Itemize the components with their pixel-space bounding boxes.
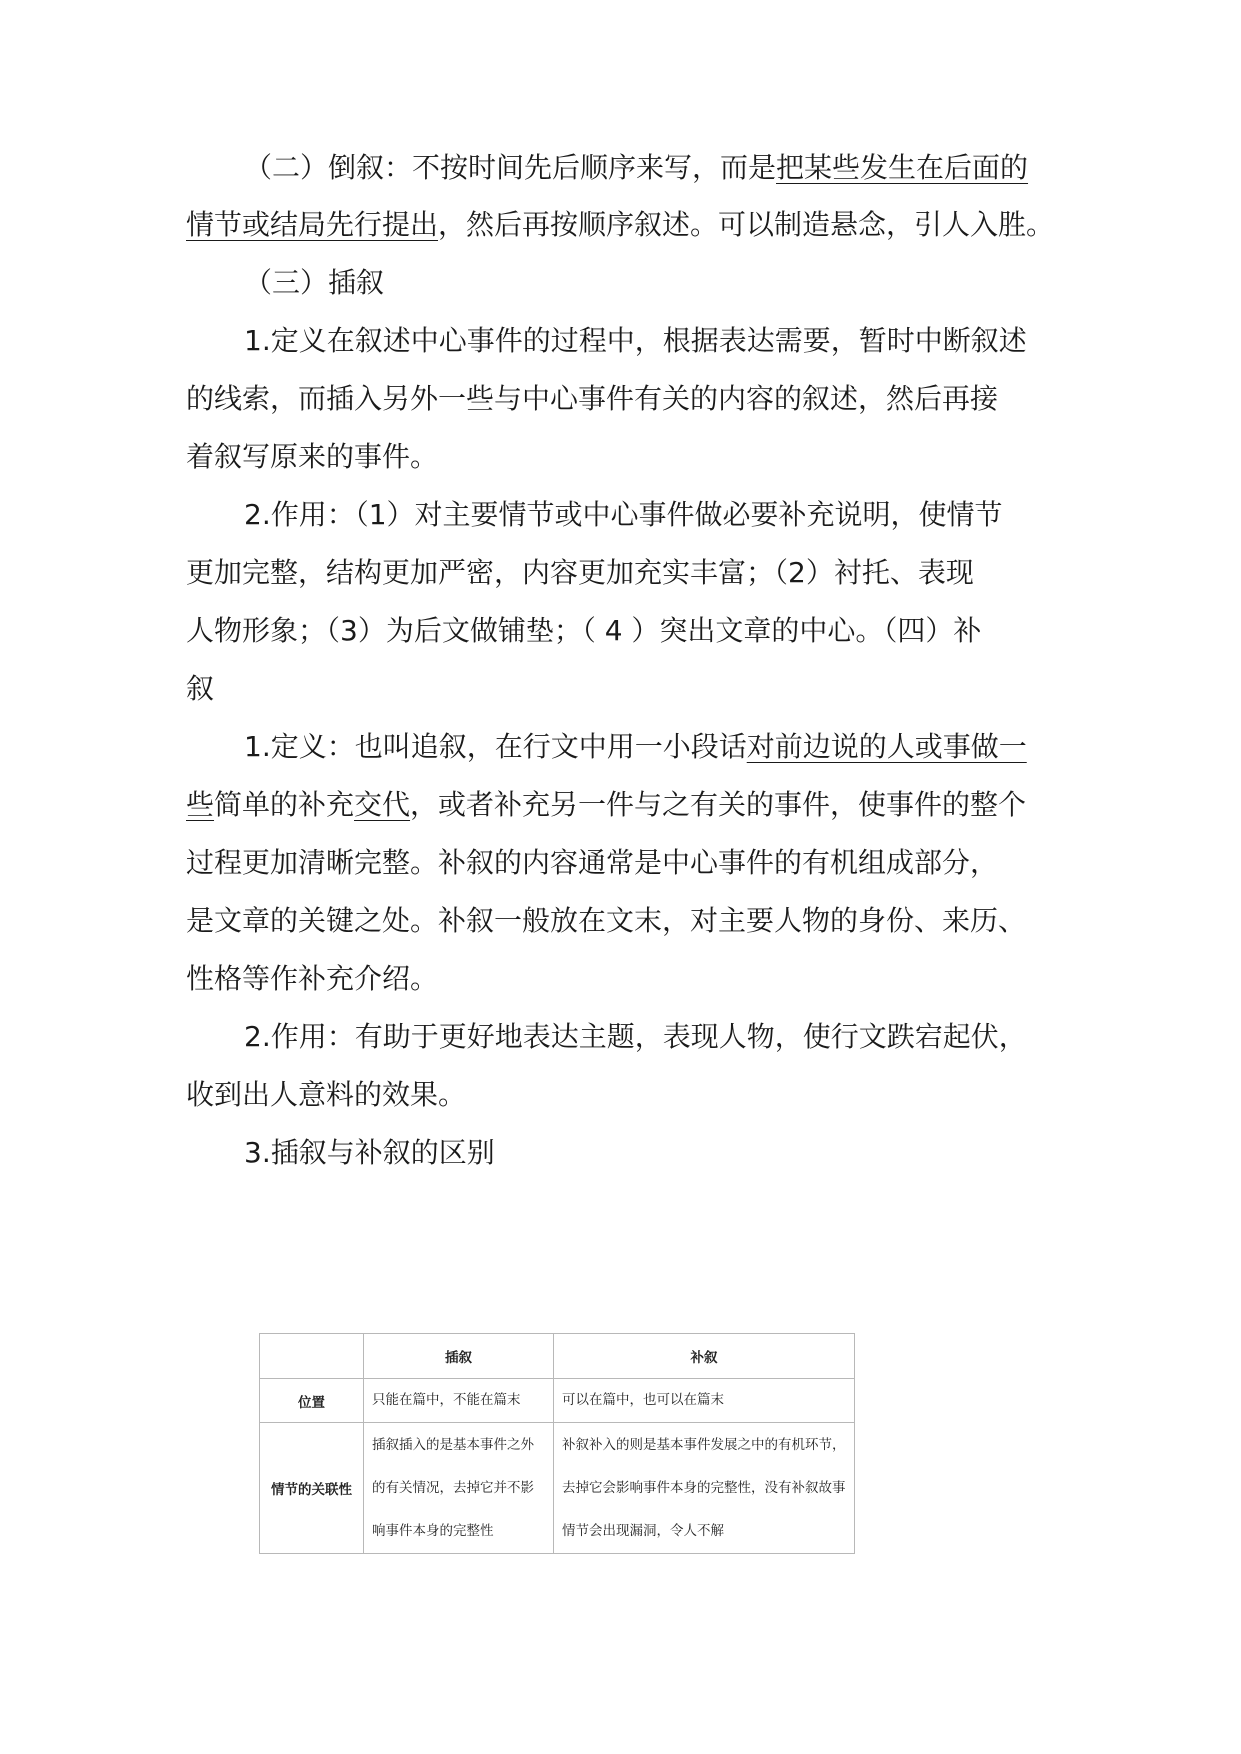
table-corner-cell [260,1334,364,1379]
row-header-position: 位置 [260,1379,364,1423]
paragraph-chaxu-use-line-1: 2.作用：（1）对主要情节或中心事件做必要补充说明，使情节 [244,498,1003,531]
comparison-table [259,1333,855,1554]
table-cell: 可以在篇中，也可以在篇末 [554,1379,855,1423]
paragraph-buxu-use-line-2: 收到出人意料的效果。 [186,1078,467,1111]
underlined-text: 情节或结局先行提出 [186,208,439,241]
underlined-text: 些 [186,788,215,821]
heading-chaxu: （三）插叙 [244,266,385,299]
paragraph-buxu-def-line-3: 过程更加清晰完整。补叙的内容通常是中心事件的有机组成部分， [186,846,999,879]
paragraph-daoxu-line-1: （二）倒叙：不按时间先后顺序来写，而是把某些发生在后面的 [244,151,1029,184]
paragraph-chaxu-def-line-2: 的线索，而插入另外一些与中心事件有关的内容的叙述，然后再接 [186,382,999,415]
table-cell: 插叙插入的是基本事件之外的有关情况，去掉它并不影响事件本身的完整性 [364,1423,554,1554]
paragraph-buxu-def-line-4: 是文章的关键之处。补叙一般放在文末，对主要人物的身份、来历、 [186,904,1027,937]
table-row [260,1379,855,1423]
column-header-chaxu: 插叙 [364,1334,554,1379]
paragraph-buxu-def-line-1: 1.定义：也叫追叙，在行文中用一小段话对前边说的人或事做一 [244,730,1027,763]
table-header-row [260,1334,855,1379]
paragraph-chaxu-def-line-3: 着叙写原来的事件。 [186,440,439,473]
paragraph-buxu-def-line-2: 些简单的补充交代，或者补充另一件与之有关的事件，使事件的整个 [186,788,1027,821]
paragraph-buxu-use-line-1: 2.作用：有助于更好地表达主题，表现人物，使行文跌宕起伏， [244,1020,1027,1053]
paragraph-chaxu-use-line-2: 更加完整，结构更加严密，内容更加充实丰富；（2）衬托、表现 [186,556,974,589]
paragraph-chaxu-use-line-4: 叙 [186,672,215,705]
table-cell: 补叙补入的则是基本事件发展之中的有机环节，去掉它会影响事件本身的完整性，没有补叙故事情节会出现漏洞，令人不解 [554,1423,855,1554]
underlined-text: 把某些发生在后面的 [776,151,1029,184]
paragraph-chaxu-def-line-1: 1.定义在叙述中心事件的过程中，根据表达需要，暂时中断叙述 [244,324,1027,357]
table-row [260,1423,855,1554]
heading-difference: 3.插叙与补叙的区别 [244,1136,495,1169]
paragraph-buxu-def-line-5: 性格等作补充介绍。 [186,962,439,995]
underlined-text: 交代 [354,788,411,821]
paragraph-chaxu-use-line-3: 人物形象；（3）为后文做铺垫；（ 4 ）突出文章的中心。（四）补 [186,614,982,647]
underlined-text: 对前边说的人或事做一 [746,730,1027,763]
table-cell: 只能在篇中，不能在篇末 [364,1379,554,1423]
row-header-relevance: 情节的关联性 [260,1423,364,1554]
column-header-buxu: 补叙 [554,1334,855,1379]
paragraph-daoxu-line-2: 情节或结局先行提出，然后再按顺序叙述。可以制造悬念，引人入胜。 [186,208,1055,241]
